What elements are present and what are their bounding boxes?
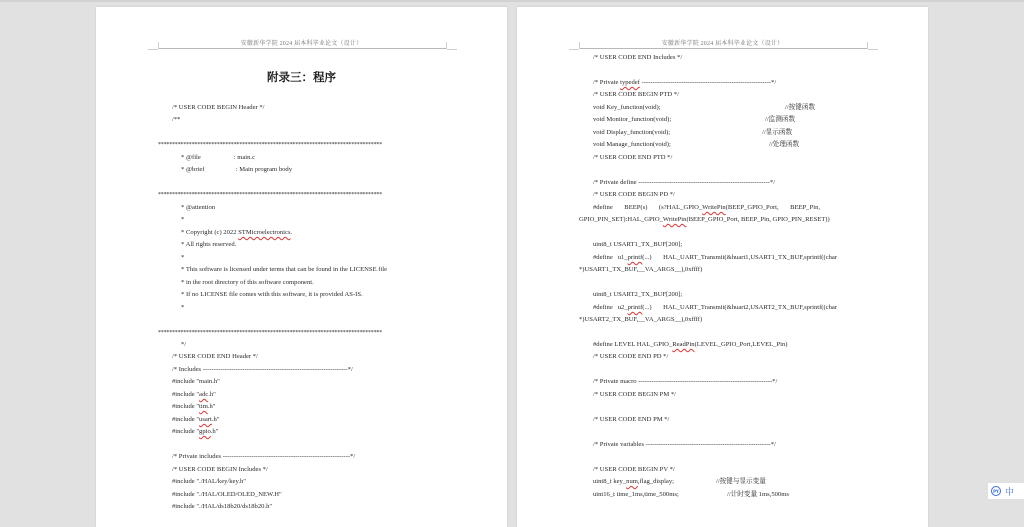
code-line: #define LEVEL HAL_GPIO_ReadPin(LEVEL_GPIO_Port,LEVEL_Pin) [593, 341, 788, 348]
document-page-right [517, 7, 928, 527]
code-line: ******************************************************************************** [158, 142, 383, 148]
code-line: void Monitor_function(void); [593, 116, 672, 123]
code-line: * All rights reserved. [181, 241, 237, 248]
appendix-title: 附录三：程序 [267, 70, 336, 84]
code-line: *)USART1_TX_BUF,__VA_ARGS__),0xffff) [579, 266, 703, 273]
code-line: uint8_t USART2_TX_BUF[200]; [593, 291, 683, 298]
margin-mark-tr-h [447, 49, 457, 50]
code-line: #define u1_printf(...) HAL_UART_Transmit(&huart1,USART1_TX_BUF,sprintf((char [593, 254, 838, 261]
margin-mark-tl [579, 42, 580, 49]
ime-mode-label[interactable]: 中 [1005, 487, 1015, 498]
code-line: /* USER CODE END PM */ [593, 416, 670, 423]
code-line: * in the root directory of this software component. [181, 279, 314, 286]
code-line: //监测函数 [765, 116, 796, 123]
code-line: /** [172, 116, 181, 123]
code-line: //按键函数 [785, 104, 816, 111]
code-line: /* Private variables ---------------------------------------------------------*/ [593, 441, 776, 448]
code-line: /* USER CODE BEGIN PM */ [593, 391, 676, 398]
code-line: //按键与显示变量 [716, 478, 766, 485]
code-line: /* USER CODE END PTD */ [593, 154, 673, 161]
code-line: /* USER CODE BEGIN Includes */ [172, 466, 268, 473]
spellcheck-flagged-word[interactable]: usart [199, 416, 212, 423]
code-line: #include "usart.h" [172, 416, 220, 423]
code-line: #include "./HAL/ds18b20/ds18b20.h" [172, 503, 273, 510]
code-line: *)USART2_TX_BUF,__VA_ARGS__),0xffff) [579, 316, 703, 323]
code-line: /* USER CODE BEGIN PD */ [593, 191, 675, 198]
code-line: void Manage_function(void); [593, 141, 671, 148]
code-line: #include "adc.h" [172, 391, 216, 398]
code-line: * @brief : Main program body [181, 166, 293, 173]
margin-mark-tl [158, 42, 159, 49]
code-line: /* Private typedef -----------------------------------------------------------*/ [593, 79, 777, 86]
header-rule [579, 48, 868, 49]
code-line: void Display_function(void); [593, 129, 671, 136]
margin-mark-tr [446, 42, 447, 49]
spellcheck-flagged-word[interactable]: num [626, 478, 638, 485]
code-line: /* USER CODE END Includes */ [593, 54, 683, 61]
spellcheck-flagged-word[interactable]: WritePin [702, 204, 726, 211]
spellcheck-flagged-word[interactable]: ReadPin [672, 341, 695, 348]
code-line: uint8_t USART1_TX_BUF[200]; [593, 241, 683, 248]
code-line: /* Includes ------------------------------------------------------------------*/ [172, 366, 353, 373]
code-line: #include "tim.h" [172, 403, 216, 410]
document-page-left [96, 7, 507, 527]
code-line: GPIO_PIN_SET):HAL_GPIO_WritePin(BEEP_GPIO_Port, BEEP_Pin, GPIO_PIN_RESET)) [579, 216, 830, 223]
margin-mark-tr [867, 42, 868, 49]
spellcheck-flagged-word[interactable]: WritePin [662, 216, 687, 223]
code-line: #include "./HAL/key/key.h" [172, 478, 246, 485]
code-line: #define u2_printf(...) HAL_UART_Transmit(&huart2,USART2_TX_BUF,sprintf((char [593, 304, 838, 311]
code-line: /* USER CODE BEGIN Header */ [172, 104, 265, 111]
spellcheck-flagged-word[interactable]: gpio [199, 428, 211, 435]
code-line: uint8_t key_num,flag_display; [593, 478, 674, 485]
spellcheck-flagged-word[interactable]: printf [627, 254, 643, 261]
code-line: * [181, 254, 185, 261]
code-line: #include "gpio.h" [172, 428, 219, 435]
code-line: //处理函数 [769, 141, 800, 148]
code-line: /* Private macro -------------------------------------------------------------*/ [593, 378, 778, 385]
code-line: //显示函数 [762, 129, 793, 136]
page-header-text: 安徽新华学院 2024 届本科毕业论文（设计） [240, 41, 363, 47]
code-line: //计时变量 1ms,500ms [727, 491, 789, 498]
code-line: * @file : main.c [181, 154, 256, 161]
spellcheck-flagged-word[interactable]: printf [627, 304, 643, 311]
code-line: #include "main.h" [172, 378, 220, 385]
spellcheck-flagged-word[interactable]: adc [199, 391, 209, 398]
code-line: uint16_t time_1ms,time_500ms; [593, 491, 679, 498]
code-line: /* USER CODE END PD */ [593, 353, 669, 360]
code-line: */ [181, 341, 187, 348]
spellcheck-flagged-word[interactable]: tim [199, 403, 208, 410]
margin-mark-tl-h [569, 49, 579, 50]
ime-indicator[interactable] [988, 483, 1024, 499]
window-top-edge [0, 0, 1024, 2]
code-line: /* Private define ------------------------------------------------------------*/ [593, 179, 776, 186]
code-line: /* USER CODE BEGIN PTD */ [593, 91, 679, 98]
code-line: * If no LICENSE file comes with this software, it is provided AS-IS. [181, 291, 363, 298]
code-line: * @attention [181, 204, 216, 211]
code-line: * [181, 216, 185, 223]
code-line: ******************************************************************************** [158, 192, 383, 198]
code-line: /* Private includes ----------------------------------------------------------*/ [172, 453, 356, 460]
spellcheck-flagged-word[interactable]: STMicroelectronics [238, 229, 291, 236]
margin-mark-tr-h [868, 49, 878, 50]
code-line: #include "./HAL/OLED/OLED_NEW.H" [172, 491, 282, 498]
margin-mark-tl-h [148, 49, 158, 50]
code-line: void Key_function(void); [593, 104, 661, 111]
header-rule [158, 48, 447, 49]
code-line: /* USER CODE END Header */ [172, 353, 258, 360]
code-line: * [181, 304, 185, 311]
ime-ring-icon[interactable]: PY [991, 486, 1001, 496]
code-line: * This software is licensed under terms that can be found in the LICENSE file [181, 266, 388, 273]
code-line: /* USER CODE BEGIN PV */ [593, 466, 675, 473]
code-line: * Copyright (c) 2022 STMicroelectronics. [181, 229, 293, 236]
page-header-text: 安徽新华学院 2024 届本科毕业论文（设计） [661, 41, 784, 47]
spellcheck-flagged-word[interactable]: typedef [620, 79, 640, 86]
code-line: ******************************************************************************** [158, 330, 383, 336]
code-line: #define BEEP(s) (s?HAL_GPIO_WritePin(BEEP_GPIO_Port, BEEP_Pin, [593, 204, 821, 211]
